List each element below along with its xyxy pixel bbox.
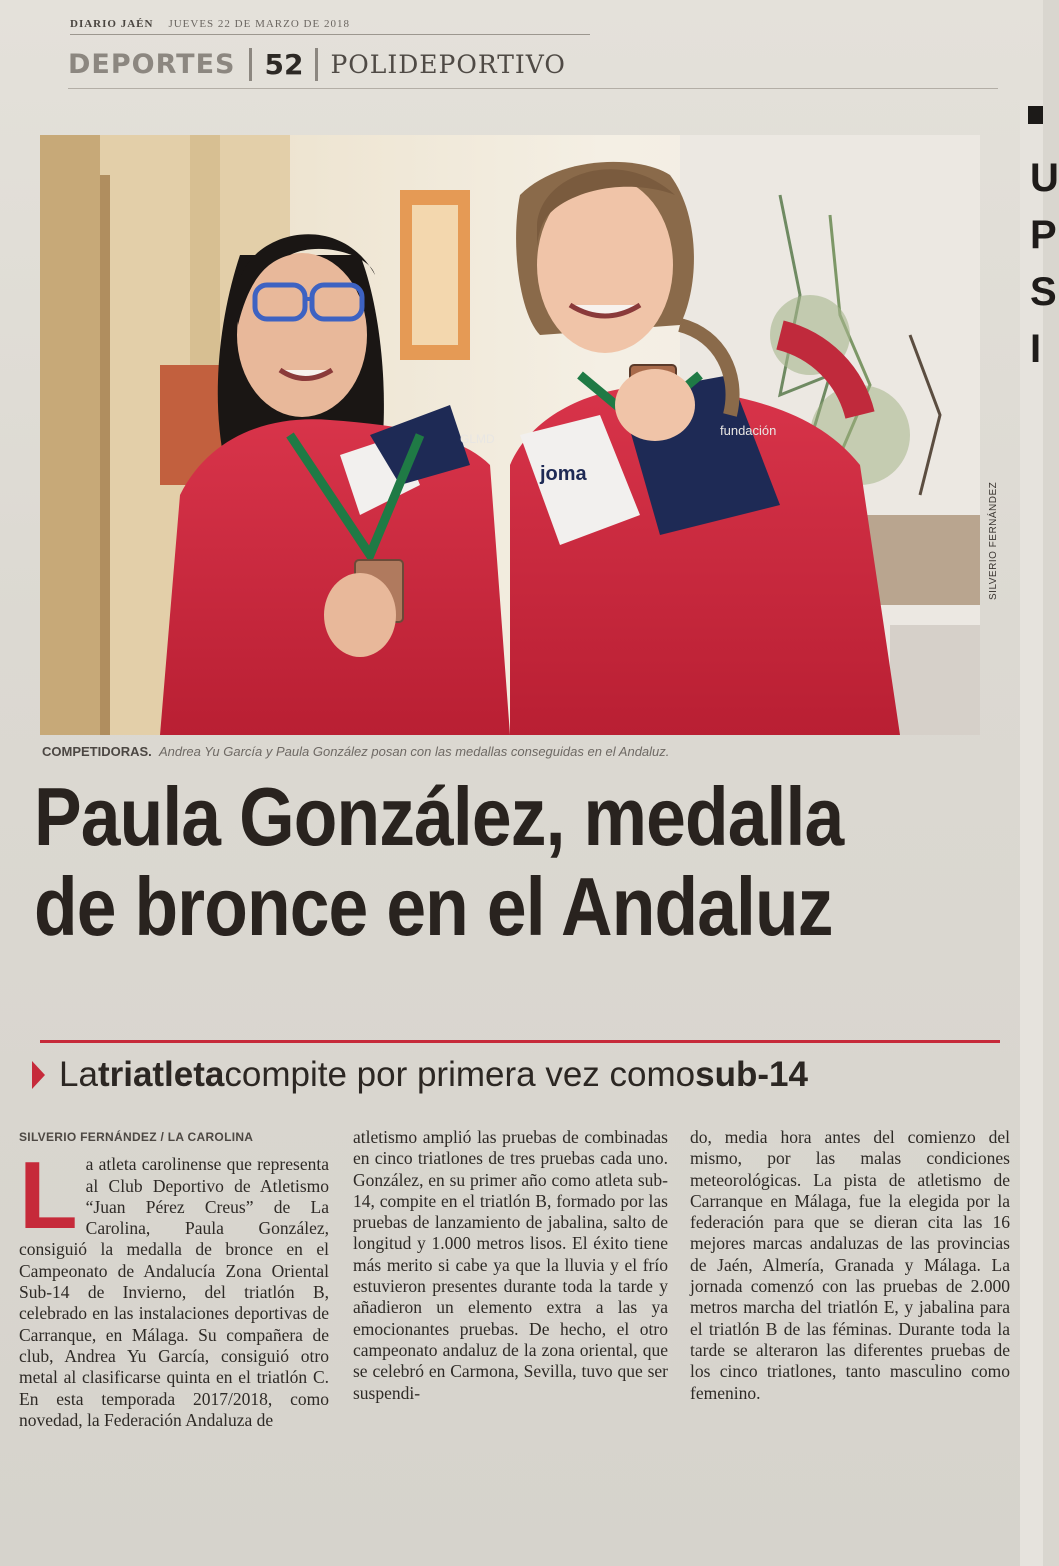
column-3-text: do, media hora antes del comienzo del mismo, por las malas condiciones meteorológicas. La pista de atletismo de Carranque en Málaga, fue la elegida por la federación para que se dieran cita las 16 mejores marcas andaluzas de las provincias de Jaén, Almería, Granada y Málaga. La jornada comenzó con las pruebas de 2.000 metros marcha del triatlón E, y jabalina para el triatlón B de las féminas. Durante toda la tarde se alteraron las diferentes pruebas de los cinco triatlones, tanto masculino como femenino. (690, 1127, 1010, 1403)
headline-line-1: Paula González, medalla (34, 770, 844, 863)
edge-char: I (1030, 327, 1042, 371)
edge-char: U (1030, 156, 1059, 200)
drop-cap: L (19, 1142, 78, 1250)
masthead-paper: DIARIO JAÉN (70, 18, 154, 30)
masthead-date: JUEVES 22 DE MARZO DE 2018 (168, 18, 350, 30)
subsection-name: POLIDEPORTIVO (330, 49, 566, 79)
jacket-logo-brand: joma (540, 463, 587, 485)
headline (34, 772, 994, 952)
jacket-logo-right: fundación (720, 423, 777, 438)
photo-illustration (40, 135, 980, 735)
caption-text: Andrea Yu García y Paula González posan con las medallas conseguidas en el Andaluz. (158, 744, 670, 759)
article-column-3 (690, 1127, 1010, 1404)
jacket-logo-left: GLMD (460, 432, 495, 446)
section-name: DEPORTES (68, 48, 236, 80)
headline-line-2: de bronce en el Andaluz (34, 860, 833, 953)
column-1-text: a atleta carolinense que representa al Club Deportivo de Atletismo “Juan Pérez Creus” de La Carolina, Paula González, consiguió la medalla de bronce en el Campeonato de Andalucía Zona Oriental Sub-14 de Invierno, del triatlón B, celebrado en las instalaciones deportivas de Carranque, en Málaga. Su compañera de club, Andrea Yu García, consiguió otro metal al clasificarse quinta en el triatlón C. En esta temporada 2017/2018, como novedad, la Federación Andaluza de (19, 1154, 329, 1430)
masthead (70, 18, 590, 35)
column-2-text: atletismo amplió las pruebas de combinadas en cinco triatlones de tres pruebas cada uno. González, en su primer año como atleta sub-14, compite en el triatlón B, formado por las pruebas de lanzamiento de jabalina, salto de longitud y 1.000 metros lisos. El éxito tiene más merito si cabe ya que la lluvia y el frío estuvieron presentes durante toda la tarde y añadieron un elemento extra a las ya emocionantes pruebas. De hecho, el otro campeonato andaluz de la zona oriental, que se celebró en Carmona, Sevilla, tuvo que ser suspendi- (353, 1127, 668, 1403)
deck-rule (40, 1040, 1000, 1043)
deck-pre: La (59, 1055, 98, 1094)
photo-credit: SILVERIO FERNÁNDEZ (988, 481, 999, 600)
caption-lead: COMPETIDORAS. (42, 744, 152, 759)
deck-bold-2: sub-14 (695, 1055, 808, 1094)
edge-char: P (1030, 213, 1057, 257)
article-column-2 (353, 1127, 668, 1404)
triangle-marker-icon (32, 1061, 45, 1089)
byline: SILVERIO FERNÁNDEZ / LA CAROLINA (19, 1130, 254, 1144)
page-number: 52 (249, 48, 318, 81)
header-rule (68, 88, 998, 89)
photo-caption (42, 744, 982, 759)
edge-cut-text (1030, 150, 1059, 378)
edge-black-bar (1028, 106, 1043, 124)
edge-char: S (1030, 270, 1057, 314)
subheadline (32, 1053, 1012, 1097)
article-photo (40, 135, 980, 735)
section-header (68, 44, 628, 84)
deck-bold-1: triatleta (97, 1055, 225, 1094)
deck-mid: compite por primera vez como (224, 1055, 696, 1094)
article-column-1 (19, 1127, 329, 1431)
